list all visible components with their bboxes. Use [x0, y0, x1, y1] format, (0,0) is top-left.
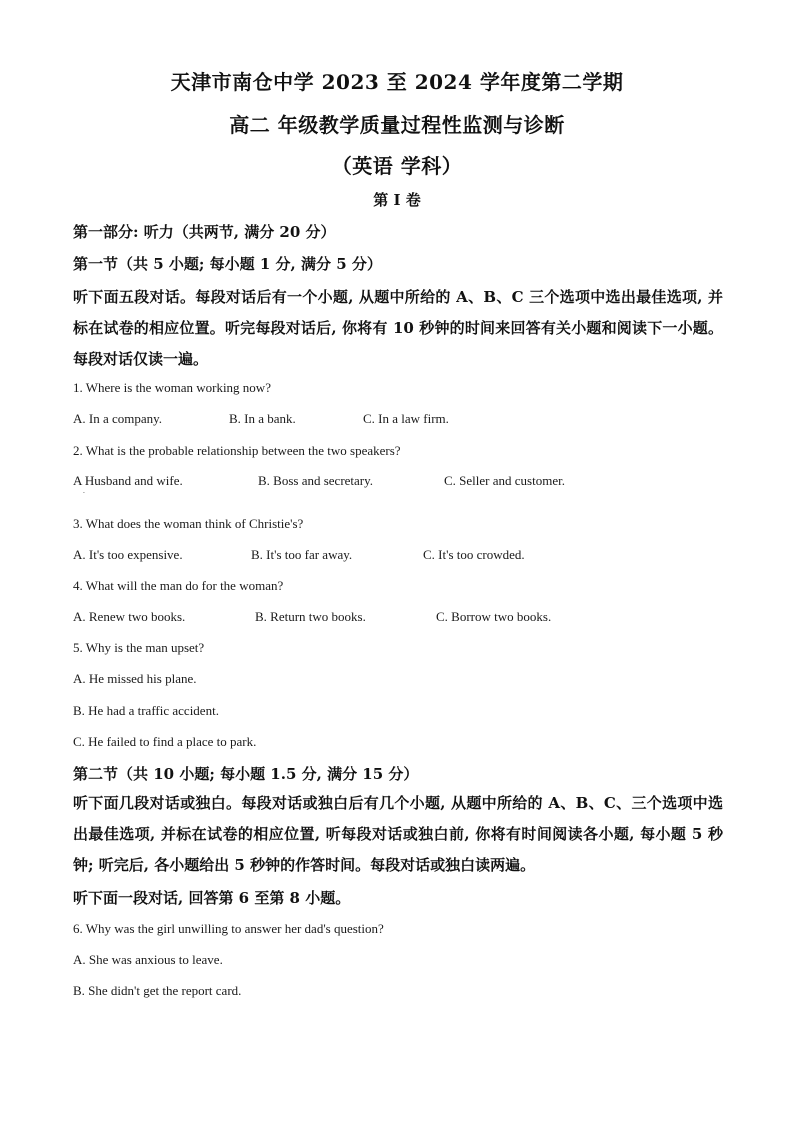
- question-6-option-b: B. She didn't get the report card.: [73, 983, 242, 998]
- question-5-option-c: C. He failed to find a place to park.: [73, 734, 257, 749]
- exam-title-grade: 高二 年级教学质量过程性监测与诊断: [229, 113, 565, 137]
- question-3-option-c: C. It's too crowded.: [423, 547, 525, 562]
- section1-heading: 第一节（共 5 小题; 每小题 1 分, 满分 5 分）: [73, 255, 382, 273]
- question-1-stem: 1. Where is the woman working now?: [73, 380, 271, 395]
- question-3-option-b: B. It's too far away.: [251, 547, 353, 562]
- question-5-stem: 5. Why is the man upset?: [73, 640, 205, 655]
- question-5-option-a: A. He missed his plane.: [73, 671, 197, 686]
- question-4-option-c: C. Borrow two books.: [436, 609, 552, 624]
- question-6-option-a: A. She was anxious to leave.: [73, 952, 223, 967]
- question-1-option-c: C. In a law firm.: [363, 411, 449, 426]
- question-1-option-a: A. In a company.: [73, 411, 163, 426]
- part1-heading: 第一部分: 听力（共两节, 满分 20 分）: [73, 223, 336, 241]
- section2-instructions: 听下面几段对话或独白。每段对话或独白后有几个小题, 从题中所给的 A、B、C、三个选项中选出最佳选项, 并标在试卷的相应位置, 听每段对话或独白前, 你将有时间阅读各小题, 每小题 5 秒钟; 听完后, 各小题给出 5 秒钟的作答时间。每段对话或独白读两遍。: [73, 794, 723, 874]
- question-2-stem: 2. What is the probable relationship between the two speakers?: [73, 443, 401, 458]
- question-2-option-c: C. Seller and customer.: [444, 473, 565, 488]
- print-speck: ·: [83, 490, 85, 497]
- question-3-option-a: A. It's too expensive.: [73, 547, 183, 562]
- volume-label: 第 I 卷: [373, 191, 421, 209]
- question-1-option-b: B. In a bank.: [229, 411, 296, 426]
- question-4-option-b: B. Return two books.: [255, 609, 366, 624]
- question-2-option-b: B. Boss and secretary.: [258, 473, 374, 488]
- section1-instructions: 听下面五段对话。每段对话后有一个小题, 从题中所给的 A、B、C 三个选项中选出最佳选项, 并标在试卷的相应位置。听完每段对话后, 你将有 10 秒钟的时间来回答有关小题和阅读下一小题。每段对话仅读一遍。: [73, 288, 723, 368]
- question-4-option-a: A. Renew two books.: [73, 609, 186, 624]
- question-6-stem: 6. Why was the girl unwilling to answer her dad's question?: [73, 921, 384, 936]
- exam-title-school: 天津市南仓中学 2023 至 2024 学年度第二学期: [170, 70, 624, 94]
- section2-heading: 第二节（共 10 小题; 每小题 1.5 分, 满分 15 分）: [73, 765, 419, 783]
- dialog-intro: 听下面一段对话, 回答第 6 至第 8 小题。: [73, 889, 351, 907]
- question-4-stem: 4. What will the man do for the woman?: [73, 578, 284, 593]
- question-2-option-a: A Husband and wife.: [73, 473, 183, 488]
- question-5-option-b: B. He had a traffic accident.: [73, 703, 219, 718]
- question-3-stem: 3. What does the woman think of Christie's?: [73, 516, 304, 531]
- exam-title-subject: （英语 学科）: [331, 154, 463, 178]
